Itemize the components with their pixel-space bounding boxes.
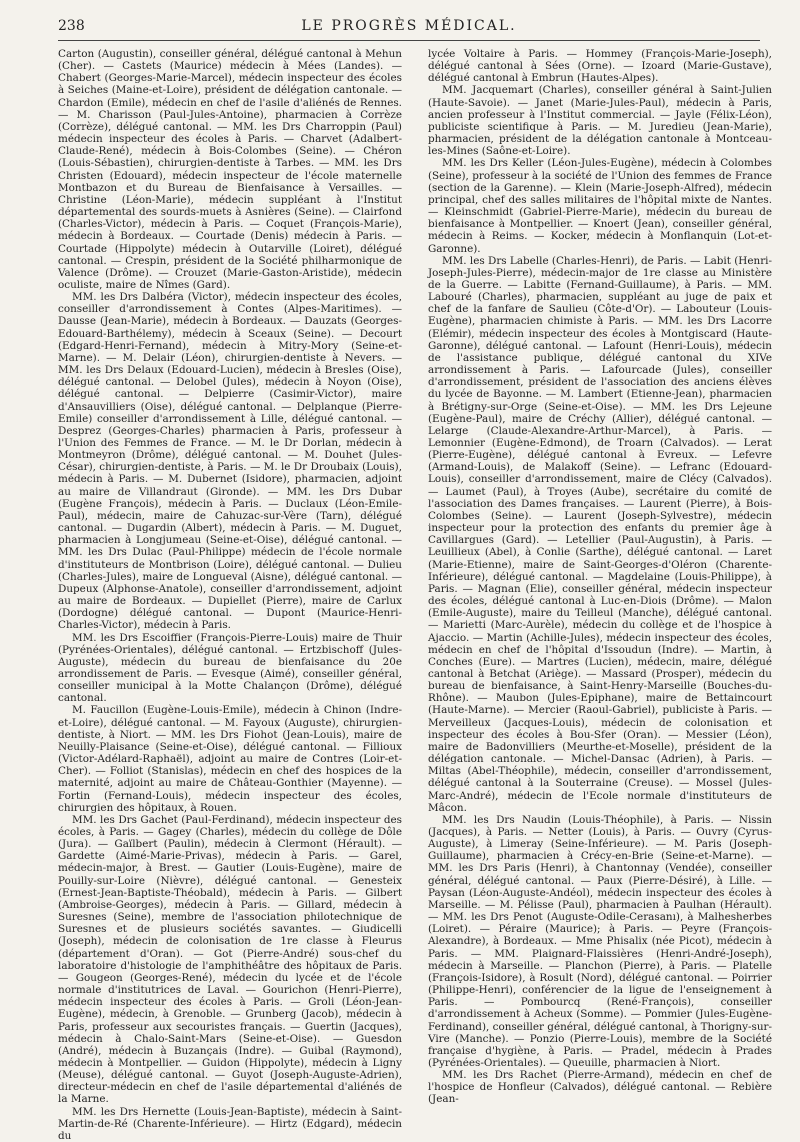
paragraph: Carton (Augustin), conseiller général, délégué cantonal à Mehun (Cher). — Castets (Maurice) médecin à Mées (Landes). — Chabert (Georges-Marie-Marcel), médecin inspecteur des écoles à Seiches (Maine-et-Loire), président de délégation cantonale. — Chardon (Emile), médecin en chef de l'asile d'aliénés de Rennes. — M. Charisson (Paul-Jules-Antoine), pharmacien à Corrèze (Corrèze), délégué cantonal. — MM. les Drs Charroppin (Paul) médecin inspecteur des écoles à Paris. — Charvet (Adalbert-Claude-René), médecin à Bois-Colombes (Seine). — Chéron (Louis-Sébastien), chirurgien-dentiste à Tarbes. — MM. les Drs Christen (Edouard), médecin inspecteur de l'école maternelle Montbazon et du Bureau de Bienfaisance à Versailles. — Christine (Léon-Marie), médecin suppléant à l'Institut départemental des sourds-muets à Asnières (Seine). — Clairfond (Charles-Victor), médecin à Paris. — Coquet (François-Marie), médecin à Bordeaux. — Courtade (Denis) médecin à Paris. — Courtade (Hippolyte) médecin à Outarville (Loiret), délégué cantonal. — Crespin, président de la Société philharmonique de Valence (Drôme). — Crouzet (Marie-Gaston-Aristide), médecin oculiste, maire de Nîmes (Gard). bbox=[58, 48, 402, 291]
paragraph: MM. les Drs Gachet (Paul-Ferdinand), médecin inspecteur des écoles, à Paris. — Gagey (Charles), médecin du collège de Dôle (Jura). — Gaïlbert (Paulin), médecin à Clermont (Hérault). — Gardette (Aimé-Marie-Privas), médecin à Paris. — Garel, médecin-major, à Brest. — Gautier (Louis-Eugène), maire de Pouilly-sur-Loire (Nièvre), délégué cantonal. — Genesteix (Ernest-Jean-Baptiste-Théobald), médecin à Paris. — Gilbert (Ambroise-Georges), médecin à Paris. — Gillard, médecin à Suresnes (Seine), membre de l'association philotechnique de Suresnes et de plusieurs sociétés savantes. — Giudicelli (Joseph), médecin de colonisation de 1re classe à Fleurus (département d'Oran). — Got (Pierre-André) sous-chef du laboratoire d'histologie de l'amphithéâtre des hôpitaux de Paris. — Gougeon (Georges-René), médecin du lycée et de l'école normale d'institutrices de Laval. — Gourichon (Henri-Pierre), médecin inspecteur des écoles à Paris. — Groli (Léon-Jean-Eugène), médecin, à Grenoble. — Grunberg (Jacob), médecin à Paris, professeur aux secouristes français. — Guertin (Jacques), médecin à Chalo-Saint-Mars (Seine-et-Oise). — Guesdon (André), médecin à Buzançais (Indre). — Guibal (Raymond), médecin à Montpellier. — Guidon (Hippolyte), médecin à Ligny (Meuse), délégué cantonal. — Guyot (Joseph-Auguste-Adrien), directeur-médecin en chef de l'asile départemental d'aliénés de la Marne. bbox=[58, 813, 402, 1106]
paragraph: MM. les Drs Hernette (Louis-Jean-Baptiste), médecin à Saint-Martin-de-Ré (Charente-Inférieure). — Hirtz (Edgard), médecin du bbox=[58, 1105, 402, 1142]
paragraph: MM. les Drs Dalbéra (Victor), médecin inspecteur des écoles, conseiller d'arrondissement à Contes (Alpes-Maritimes). — Dausse (Jean-Marie), médecin à Bordeaux. — Dauzats (Georges-Edouard-Barthélemy), médecin à Sceaux (Seine). — Decourt (Edgard-Henri-Fernand), médecin à Mitry-Mory (Seine-et-Marne). — M. Delair (Léon), chirurgien-dentiste à Nevers. — MM. les Drs Delaux (Edouard-Lucien), médecin à Bresles (Oise), délégué cantonal. — Delobel (Jules), médecin à Noyon (Oise), délégué cantonal. — Delpierre (Casimir-Victor), maire d'Ansauvilliers (Oise), délégué cantonal. — Delplanque (Pierre-Emile) conseiller d'arrondissement à Lille, délégué cantonal. — Desprez (Georges-Charles) pharmacien à Paris, professeur à l'Union des Femmes de France. — M. le Dr Dorlan, médecin à Montmeyron (Drôme), délégué cantonal. — M. Douhet (Jules-César), chirurgien-dentiste, à Paris. — M. le Dr Droubaix (Louis), médecin à Paris. — M. Dubernet (Isidore), pharmacien, adjoint au maire de Villandraut (Gironde). — MM. les Drs Dubar (Eugène François), médecin à Paris. — Duclaux (Léon-Emile-Paul), médecin, maire de Cahuzac-sur-Vère (Tarn), délégué cantonal. — Dugardin (Albert), médecin à Paris. — M. Duguet, pharmacien à Longjumeau (Seine-et-Oise), délégué cantonal. — MM. les Drs Dulac (Paul-Philippe) médecin de l'école normale d'instituteurs de Montbrison (Loire), délégué cantonal. — Dulieu (Charles-Jules), maire de Longueval (Aisne), délégué cantonal. — Dupeux (Alphonse-Anatole), conseiller d'arrondissement, adjoint au maire de Bordeaux. — Dupiellet (Pierre), maire de Carlux (Dordogne) délégué cantonal. — Dupont (Maurice-Henri-Charles-Victor), médecin à Paris. bbox=[58, 291, 402, 632]
paragraph: MM. les Drs Rachet (Pierre-Armand), médecin en chef de l'hospice de Honfleur (Calvados), délégué cantonal. — Rebière (Jean- bbox=[428, 1069, 772, 1106]
running-title: LE PROGRÈS MÉDICAL. bbox=[301, 18, 517, 34]
left-column bbox=[58, 48, 402, 1142]
paragraph: MM. les Drs Escoiffier (François-Pierre-Louis) maire de Thuir (Pyrénées-Orientales), délégué cantonal. — Ertzbischoff (Jules-Auguste), médecin du bureau de bienfaisance du 20e arrondissement de Paris. — Evesque (Aimé), conseiller général, conseiller municipal à la Motte Chalançon (Drôme), délégué cantonal. bbox=[58, 631, 402, 705]
paragraph: M. Faucillon (Eugène-Louis-Emile), médecin à Chinon (Indre-et-Loire), délégué cantonal. — M. Fayoux (Auguste), chirurgien-dentiste, à Niort. — MM. les Drs Fiohot (Jean-Louis), maire de Neuilly-Plaisance (Seine-et-Oise), délégué cantonal. — Fillioux (Victor-Adélard-Raphaël), adjoint au maire de Contres (Loir-et-Cher). — Folliot (Stanislas), médecin en chef des hospices de la maternité, adjoint au maire de Château-Gonthier (Mayenne). — Fortin (Fernand-Louis), médecin inspecteur des écoles, chirurgien des hôpitaux, à Rouen. bbox=[58, 704, 402, 814]
page-header bbox=[58, 14, 760, 41]
paragraph: lycée Voltaire à Paris. — Hommey (François-Marie-Joseph), délégué cantonal à Sées (Orne). — Izoard (Marie-Gustave), délégué cantonal à Embrun (Hautes-Alpes). bbox=[428, 48, 772, 85]
paragraph: MM. les Drs Keller (Léon-Jules-Eugène), médecin à Colombes (Seine), professeur à la société de l'Union des femmes de France (section de la Garenne). — Klein (Marie-Joseph-Alfred), médecin principal, chef des salles militaires de l'hôpital mixte de Nantes. — Kleinschmidt (Gabriel-Pierre-Marie), médecin du bureau de bienfaisance à Montpellier. — Knoert (Jean), conseiller général, médecin à Reims. — Kocker, médecin à Monflanquin (Lot-et-Garonne). bbox=[428, 157, 772, 255]
paragraph: MM. les Drs Naudin (Louis-Théophile), à Paris. — Nissin (Jacques), à Paris. — Netter (Louis), à Paris. — Ouvry (Cyrus-Auguste), à Limeray (Seine-Inférieure). — M. Paris (Joseph-Guillaume), pharmacien à Crécy-en-Brie (Seine-et-Marne). — MM. les Drs Paris (Henri), à Chantonnay (Vendée), conseiller général, délégué cantonal. — Paux (Pierre-Désiré), à Lille. — Paysan (Léon-Auguste-Andéol), médecin inspecteur des écoles à Marseille. — M. Pélisse (Paul), pharmacien à Paulhan (Hérault). — MM. les Drs Penot (Auguste-Odile-Cerasanı), à Malhesherbes (Loiret). — Péraire (Maurice); à Paris. — Peyre (François-Alexandre), à Bordeaux. — Mme Phisalix (née Picot), médecin à Paris. — MM. Plaignard-Flaissières (Henri-André-Joseph), médecin à Marseille. — Planchon (Pierre), à Paris. — Platelle (François-Isidore), à Rosult (Nord), délégué cantonal. — Poirrier (Philippe-Henri), conférencier de la ligue de l'enseignement à Paris. — Pombourcq (René-François), conseiller d'arrondissement à Acheux (Somme). — Pommier (Jules-Eugène-Ferdinand), conseiller général, délégué cantonal, à Thorigny-sur-Vire (Manche). — Ponzio (Pierre-Louis), membre de la Société française d'hygiène, à Paris. — Pradel, médecin à Prades (Pyrénées-Orientales). — Queuille, pharmacien à Niort. bbox=[428, 813, 772, 1069]
paragraph: MM. les Drs Labelle (Charles-Henri), de Paris. — Labit (Henri-Joseph-Jules-Pierre), médecin-major de 1re classe au Ministère de la Guerre. — Labitte (Fernand-Guillaume), à Paris. — MM. Labouré (Charles), pharmacien, suppléant au juge de paix et chef de la fanfare de Saulieu (Côte-d'Or). — Labouteur (Louis-Eugène), pharmacien chimiste à Paris. — MM. les Drs Lacorre (Elémir), médecin inspecteur des écoles à Montgiscard (Haute-Garonne), délégué cantonal. — Lafount (Henri-Louis), médecin de l'assistance publique, délégué cantonal du XIVe arrondissement à Paris. — Lafourcade (Jules), conseiller d'arrondissement, président de l'association des anciens élèves du lycée de Bayonne. — M. Lambert (Etienne-Jean), pharmacien à Brétigny-sur-Orge (Seine-et-Oise). — MM. les Drs Lejeune (Eugène-Paul), maire de Créchy (Allier), délégué cantonal. — Lelarge (Claude-Alexandre-Arthur-Marcel), à Paris. — Lemonnier (Eugène-Edmond), de Troarn (Calvados). — Lerat (Pierre-Eugène), délégué cantonal à Evreux. — Lefevre (Armand-Louis), de Malakoff (Seine). — Lefranc (Edouard-Louis), conseiller d'arrondissement, maire de Clécy (Calvados). — Laumet (Paul), à Troyes (Aube), secrétaire du comité de l'association des Dames françaises. — Laurent (Pierre), à Bois-Colombes (Seine). — Laurent (Joseph-Sylvestre), médecin inspecteur pour la protection des enfants du premier âge à Cavillargues (Gard). — Letellier (Paul-Augustin), à Paris. — Leuillieux (Abel), à Conlie (Sarthe), délégué cantonal. — Laret (Marie-Etienne), maire de Saint-Georges-d'Oléron (Charente-Inférieure), délégué cantonal. — Magdelaine (Louis-Philippe), à Paris. — Magnan (Elie), conseiller général, médecin inspecteur des écoles, délégué cantonal à Luc-en-Diois (Drôme). — Malon (Emile-Auguste), maire du Teilleul (Manche), délégué cantonal. — Marietti (Marc-Aurèle), médecin du collège et de l'hospice à Ajaccio. — Martin (Achille-Jules), médecin inspecteur des écoles, médecin en chef de l'hôpital d'Issoudun (Indre). — Martin, à Conches (Eure). — Martres (Lucien), médecin, maire, délégué cantonal à Betchat (Ariège). — Massard (Prosper), médecin du bureau de bienfaisance, à Saint-Henry-Marseille (Bouches-du-Rhône). — Maubon (Jules-Epiphane), maire de Bettaincourt (Haute-Marne). — Mercier (Raoul-Gabriel), publiciste à Paris. — Merveilleux (Jacques-Louis), médecin de colonisation et inspecteur des écoles à Bou-Sfer (Oran). — Messier (Léon), maire de Badonvilliers (Meurthe-et-Moselle), président de la délégation cantonale. — Michel-Dansac (Adrien), à Paris. — Miltas (Abel-Théophile), médecin, conseiller d'arrondissement, délégué cantonal à la Souterraine (Creuse). — Mossel (Jules-Marc-André), médecin de l'Ecole normale d'instituteurs de Mâcon. bbox=[428, 254, 772, 814]
text-columns bbox=[58, 48, 772, 1142]
paragraph: MM. Jacquemart (Charles), conseiller général à Saint-Julien (Haute-Savoie). — Janet (Marie-Jules-Paul), médecin à Paris, ancien professeur à l'Institut commercial. — Jayle (Félix-Léon), publiciste scientifique à Paris. — M. Juredieu (Jean-Marie), pharmacien, président de la délégation cantonale à Montceau-les-Mines (Saône-et-Loire). bbox=[428, 84, 772, 158]
right-column bbox=[428, 48, 772, 1104]
page-number: 238 bbox=[58, 18, 85, 34]
